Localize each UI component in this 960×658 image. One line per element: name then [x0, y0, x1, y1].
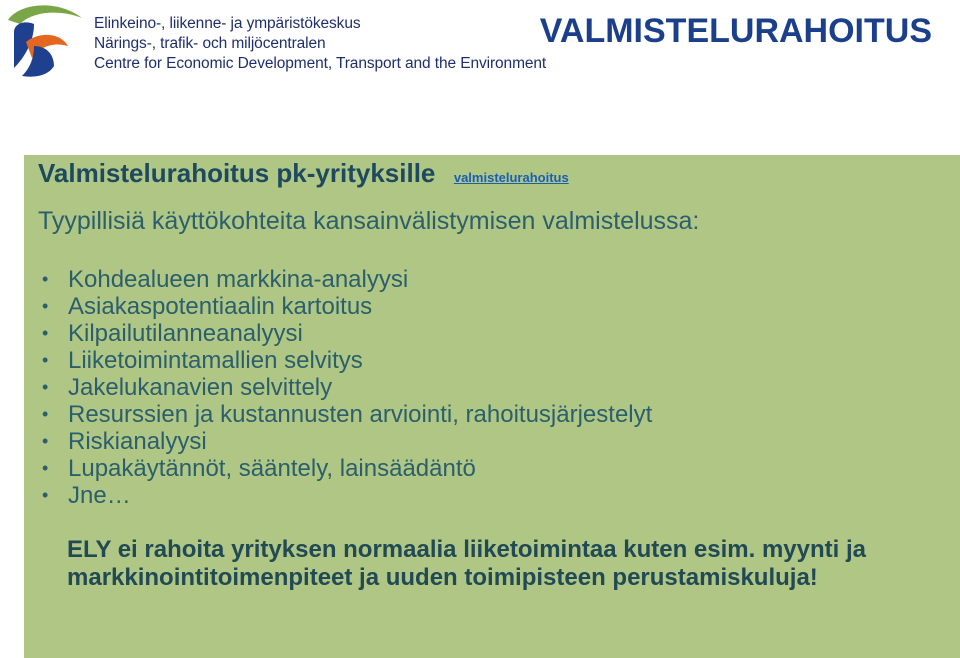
bullet-icon: • [42, 323, 49, 343]
subtitle: Valmistelurahoitus pk-yrityksille [38, 158, 436, 188]
list-item-text: Asiakaspotentiaalin kartoitus [68, 293, 373, 320]
bullet-icon: • [42, 269, 49, 289]
list-item [42, 482, 652, 509]
list-item [42, 428, 652, 455]
org-name-english: Centre for Economic Development, Transport and the Environment [94, 55, 547, 72]
list-item-text: Liiketoimintamallien selvitys [68, 347, 363, 374]
list-item-text: Jne… [68, 482, 131, 509]
bullet-icon: • [42, 350, 49, 370]
list-item-text: Kilpailutilanneanalyysi [68, 320, 303, 347]
organization-name [94, 14, 546, 74]
list-item-text: Resurssien ja kustannusten arviointi, rahoitusjärjestelyt [68, 401, 653, 428]
list-item-text: Riskianalyysi [68, 428, 207, 455]
slide-title: VALMISTELURAHOITUS [539, 12, 932, 50]
funding-note: ELY ei rahoita yrityksen normaalia liiketoimintaa kuten esim. myynti ja markkinointitoimenpiteet ja uuden toimipisteen perustamiskuluja! [67, 536, 866, 591]
bullet-icon: • [42, 458, 49, 478]
content-panel [24, 155, 960, 658]
list-item [42, 320, 652, 347]
list-item [42, 266, 652, 293]
list-item-text: Lupakäytännöt, sääntely, lainsäädäntö [68, 455, 476, 482]
list-item [42, 401, 652, 428]
bullet-icon: • [42, 296, 49, 316]
ely-centre-logo-icon [4, 2, 84, 80]
bullet-icon: • [42, 377, 49, 397]
intro-text: Tyypillisiä käyttökohteita kansainvälistymisen valmistelussa: [38, 207, 700, 235]
list-item [42, 455, 652, 482]
list-item-text: Kohdealueen markkina-analyysi [68, 266, 409, 293]
list-item-text: Jakelukanavien selvittely [68, 374, 333, 401]
bullet-icon: • [42, 485, 49, 505]
bullet-list [42, 266, 652, 509]
bullet-icon: • [42, 404, 49, 424]
list-item [42, 293, 652, 320]
list-item [42, 374, 652, 401]
subtitle-row [38, 158, 569, 189]
valmistelurahoitus-link[interactable]: valmistelurahoitus [453, 170, 569, 185]
bullet-icon: • [42, 431, 49, 451]
org-name-swedish: Närings-, trafik- och miljöcentralen [94, 35, 326, 52]
list-item [42, 347, 652, 374]
org-name-finnish: Elinkeino-, liikenne- ja ympäristökeskus [94, 15, 361, 32]
